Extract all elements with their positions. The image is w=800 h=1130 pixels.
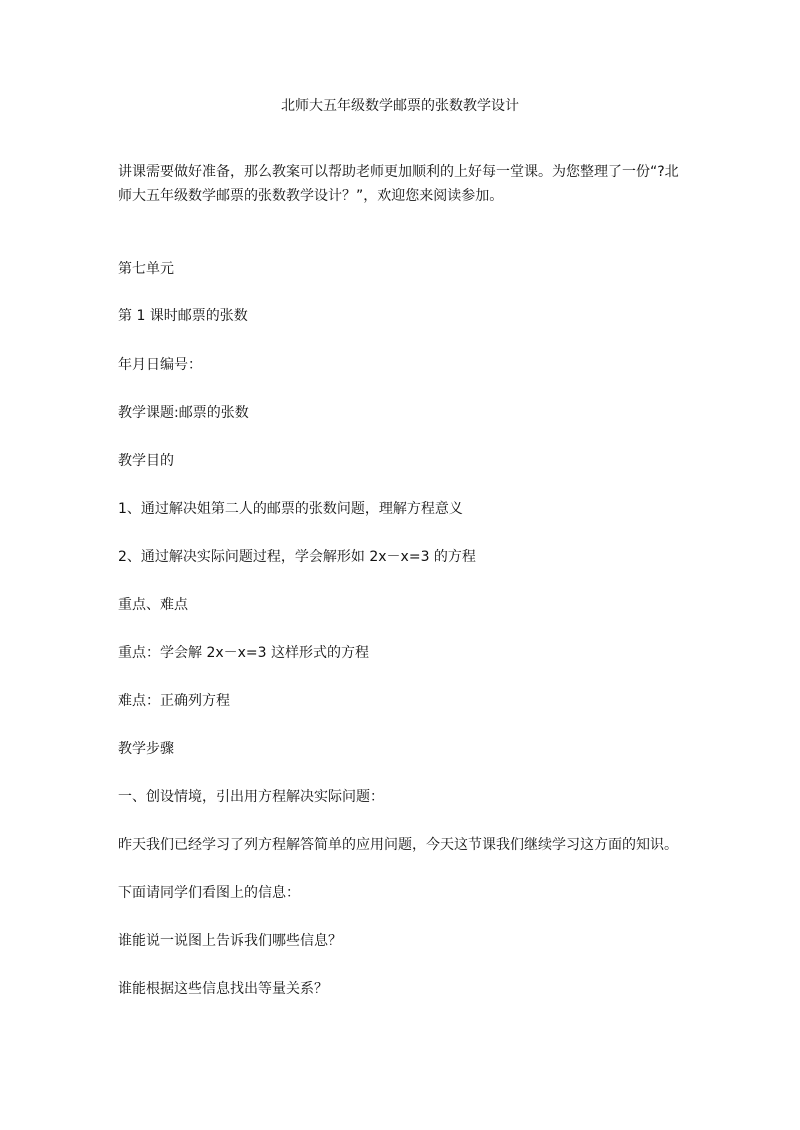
lesson-topic: 教学课题:邮票的张数 <box>118 405 249 421</box>
question-1: 谁能说一说图上告诉我们哪些信息？ <box>118 933 342 949</box>
key-points-heading: 重点、难点 <box>118 597 188 613</box>
key-point: 重点：学会解 2x－x=3 这样形式的方程 <box>118 645 370 661</box>
unit-heading: 第七单元 <box>118 261 174 277</box>
objective-item-2: 2、通过解决实际问题过程，学会解形如 2x－x=3 的方程 <box>118 549 476 565</box>
objectives-heading: 教学目的 <box>118 453 174 469</box>
document-title: 北师大五年级数学邮票的张数教学设计 <box>281 98 519 114</box>
step-1-prompt: 下面请同学们看图上的信息： <box>118 885 300 901</box>
difficult-point: 难点：正确列方程 <box>118 693 230 709</box>
intro-paragraph: 讲课需要做好准备，那么教案可以帮助老师更加顺利的上好每一堂课。为您整理了一份“?北师大五年级数学邮票的张数教学设计？”，欢迎您来阅读参加。 <box>118 164 679 204</box>
date-number-line: 年月日编号： <box>118 357 202 373</box>
step-1-paragraph: 昨天我们已经学习了列方程解答简单的应用问题，今天这节课我们继续学习这方面的知识。 <box>118 837 678 853</box>
objective-item-1: 1、通过解决姐第二人的邮票的张数问题，理解方程意义 <box>118 501 463 517</box>
step-1-heading: 一、创设情境，引出用方程解决实际问题： <box>118 789 384 805</box>
steps-heading: 教学步骤 <box>118 741 174 757</box>
question-2: 谁能根据这些信息找出等量关系？ <box>118 981 328 997</box>
lesson-heading: 第 1 课时邮票的张数 <box>118 308 248 324</box>
